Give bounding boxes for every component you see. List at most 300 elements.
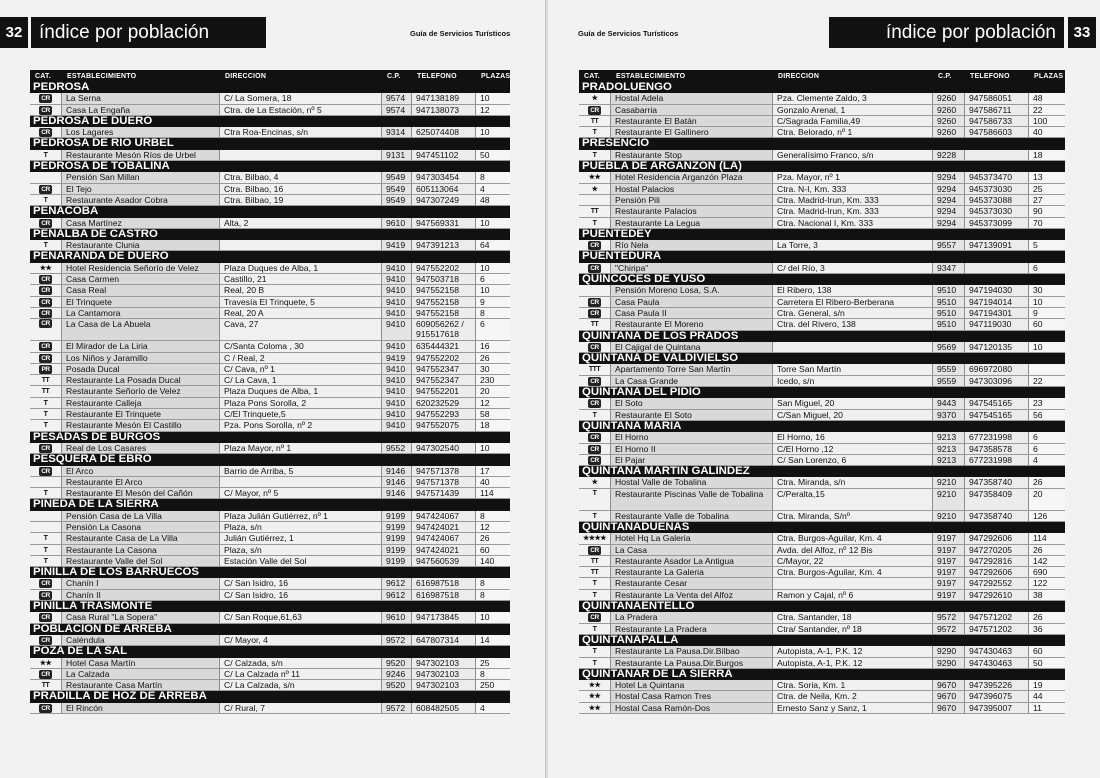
table-row	[579, 410, 1065, 421]
phone: 947302103	[412, 680, 476, 690]
table-row	[30, 556, 510, 567]
table-row	[579, 184, 1065, 195]
address: Travesía El Trinquete, 5	[220, 297, 382, 307]
address: C/San Miguel, 20	[773, 410, 933, 420]
category-icon	[579, 105, 611, 115]
capacity: 26	[476, 533, 510, 543]
town-heading: PESADAS DE BURGOS	[30, 432, 510, 443]
page-title: índice por población	[31, 17, 266, 48]
table-row	[30, 443, 510, 454]
table-row	[579, 150, 1065, 161]
establishment-name: Restaurante Casa de La Villa	[62, 533, 220, 543]
address	[220, 150, 382, 160]
postal-code: 9510	[933, 285, 965, 295]
col-establecimiento: ESTABLECIMIENTO	[616, 72, 686, 80]
table-row	[30, 612, 510, 623]
table-row	[30, 319, 510, 341]
category-icon: TT	[579, 206, 611, 216]
category-icon: ★	[579, 477, 611, 487]
category-icon: T	[30, 420, 62, 430]
town-heading: QUINTANA MARTIN GALINDEZ	[579, 466, 1065, 477]
category-icon: T	[579, 646, 611, 656]
capacity: 8	[476, 172, 510, 182]
capacity: 25	[1029, 184, 1065, 194]
table-row	[579, 556, 1065, 567]
postal-code: 9510	[933, 319, 965, 329]
category-icon	[579, 444, 611, 454]
table-body	[30, 82, 510, 714]
postal-code: 9410	[382, 285, 412, 295]
address: Ctra. Miranda, S/nº	[773, 511, 933, 521]
capacity: 114	[1029, 533, 1065, 543]
casa-rural-icon: CR	[41, 309, 50, 317]
category-icon: T	[579, 511, 611, 521]
capacity: 6	[1029, 444, 1065, 454]
casa-rural-icon: CR	[41, 276, 50, 284]
establishment-name: Casa Paula	[611, 297, 773, 307]
category-icon: T	[30, 240, 62, 250]
capacity: 114	[476, 488, 510, 498]
town-heading: PEDROSA DE TOBALINA	[30, 161, 510, 172]
town-heading: PEDROSA DE RIO URBEL	[30, 138, 510, 149]
capacity: 70	[1029, 218, 1065, 228]
category-icon: T	[30, 409, 62, 419]
phone: 947571202	[965, 624, 1029, 634]
postal-code: 9670	[933, 691, 965, 701]
phone: 616987518	[412, 578, 476, 588]
capacity: 22	[1029, 376, 1065, 386]
establishment-name: La Pradera	[611, 612, 773, 622]
capacity: 44	[1029, 691, 1065, 701]
postal-code: 9197	[933, 545, 965, 555]
town-heading: PESQUERA DE EBRO	[30, 454, 510, 465]
category-icon	[30, 341, 62, 351]
table-row	[30, 375, 510, 386]
town-heading: QUINTANADUEÑAS	[579, 522, 1065, 533]
phone: 625074408	[412, 127, 476, 137]
category-icon	[30, 590, 62, 600]
town-heading: QUINTANA MARIA	[579, 421, 1065, 432]
address: C/ Mayor, 4	[220, 635, 382, 645]
category-icon	[30, 466, 62, 476]
address: C/ San Roque,61,63	[220, 612, 382, 622]
town-heading: PUENTEDEY	[579, 229, 1065, 240]
category-icon	[579, 398, 611, 408]
town-heading: PEDROSA DE DUERO	[30, 116, 510, 127]
address: Generalísimo Franco, s/n	[773, 150, 933, 160]
capacity: 27	[1029, 195, 1065, 205]
category-icon: T	[30, 556, 62, 566]
address: La Torre, 3	[773, 240, 933, 250]
table-row	[30, 590, 510, 601]
phone: 947586733	[965, 116, 1029, 126]
address: C/Peralta,15	[773, 489, 933, 510]
capacity: 230	[476, 375, 510, 385]
category-icon: T	[579, 150, 611, 160]
address: Ernesto Sanz y Sanz, 1	[773, 703, 933, 713]
establishment-name: Casa Carmen	[62, 274, 220, 284]
casa-rural-icon: CR	[41, 129, 50, 137]
establishment-name: Casa Rural "La Sopera"	[62, 612, 220, 622]
table-row	[30, 184, 510, 195]
phone: 947270205	[965, 545, 1029, 555]
phone: 945373030	[965, 184, 1029, 194]
establishment-name: Hotel La Quintana	[611, 680, 773, 690]
casa-rural-icon: CR	[41, 95, 50, 103]
phone: 947358409	[965, 489, 1029, 510]
phone: 677231998	[965, 455, 1029, 465]
capacity: 250	[476, 680, 510, 690]
capacity: 19	[1029, 680, 1065, 690]
col-telefono: TELÉFONO	[970, 72, 1010, 80]
postal-code: 9410	[382, 364, 412, 374]
table-row	[30, 285, 510, 296]
phone: 947586711	[965, 105, 1029, 115]
postal-code: 9610	[382, 218, 412, 228]
address: C/ Rural, 7	[220, 703, 382, 713]
table-row	[579, 624, 1065, 635]
town-heading: QUINTANA DE LOS PRADOS	[579, 331, 1065, 342]
capacity: 8	[476, 590, 510, 600]
page-number: 33	[1068, 17, 1096, 48]
page-number: 32	[0, 17, 28, 48]
category-icon	[579, 342, 611, 352]
category-icon	[30, 635, 62, 645]
category-icon	[579, 376, 611, 386]
establishment-name: El Cajigal de Quintana	[611, 342, 773, 352]
address: Estación Valle del Sol	[220, 556, 382, 566]
postal-code: 9199	[382, 522, 412, 532]
postal-code: 9510	[933, 297, 965, 307]
phone: 947302103	[412, 669, 476, 679]
category-icon	[579, 195, 611, 205]
address: Pza. Mayor, nº 1	[773, 172, 933, 182]
phone: 947451102	[412, 150, 476, 160]
phone: 947396075	[965, 691, 1029, 701]
establishment-name: Restaurante Cesar	[611, 578, 773, 588]
table-row	[30, 635, 510, 646]
establishment-name: Restaurante La Pausa.Dir.Bilbao	[611, 646, 773, 656]
postal-code: 9199	[382, 533, 412, 543]
establishment-name: El Horno II	[611, 444, 773, 454]
postal-code: 9260	[933, 127, 965, 137]
establishment-name: El Tejo	[62, 184, 220, 194]
capacity: 6	[1029, 432, 1065, 442]
town-heading: PRESENCIO	[579, 138, 1065, 149]
postal-code: 9574	[382, 93, 412, 103]
address: Ctra. General, s/n	[773, 308, 933, 318]
postal-code: 9552	[382, 443, 412, 453]
address: Autopista, A-1, P.K. 12	[773, 646, 933, 656]
table-row	[579, 444, 1065, 455]
casa-rural-icon: CR	[41, 320, 50, 328]
phone: 947552158	[412, 308, 476, 318]
capacity: 13	[1029, 172, 1065, 182]
phone: 947430463	[965, 646, 1029, 656]
capacity: 17	[476, 466, 510, 476]
address: C/ La Cava, 1	[220, 375, 382, 385]
address: C/ Calzada, s/n	[220, 658, 382, 668]
category-icon	[30, 477, 62, 487]
postal-code: 9146	[382, 477, 412, 487]
phone: 947358578	[965, 444, 1029, 454]
casa-rural-icon: CR	[590, 309, 599, 317]
address: C/ San Isidro, 16	[220, 578, 382, 588]
category-icon: T	[579, 410, 611, 420]
postal-code: 9410	[382, 263, 412, 273]
address: Carretera El Ribero-Berberana	[773, 297, 933, 307]
postal-code: 9557	[933, 240, 965, 250]
phone: 947424021	[412, 545, 476, 555]
phone: 947194014	[965, 297, 1029, 307]
address: Torre San Martín	[773, 364, 933, 374]
category-icon	[30, 184, 62, 194]
capacity: 8	[476, 669, 510, 679]
establishment-name: El Soto	[611, 398, 773, 408]
establishment-name: Hotel Residencia Señorío de Velez	[62, 263, 220, 273]
postal-code: 9347	[933, 263, 965, 273]
establishment-name: Apartamento Torre San Martín	[611, 364, 773, 374]
town-heading: QUINCOCES DE YUSO	[579, 274, 1065, 285]
postal-code: 9197	[933, 578, 965, 588]
phone: 947545165	[965, 410, 1029, 420]
capacity: 142	[1029, 556, 1065, 566]
establishment-name: El Rincón	[62, 703, 220, 713]
establishment-name: Pensión La Casona	[62, 522, 220, 532]
category-icon: T	[579, 578, 611, 588]
town-heading: QUINTANA DEL PIDIO	[579, 387, 1065, 398]
category-icon: TTT	[579, 364, 611, 374]
category-icon	[30, 703, 62, 713]
address: Ctra. de Neila, Km. 2	[773, 691, 933, 701]
establishment-name: Restaurante Clunia	[62, 240, 220, 250]
establishment-name: Posada Ducal	[62, 364, 220, 374]
casa-rural-icon: CR	[41, 298, 50, 306]
table-row	[579, 511, 1065, 522]
capacity: 60	[1029, 646, 1065, 656]
postal-code: 9199	[382, 556, 412, 566]
capacity: 30	[1029, 285, 1065, 295]
right-page-header	[548, 17, 1100, 48]
category-icon	[30, 285, 62, 295]
establishment-name: Restaurante La Casona	[62, 545, 220, 555]
address: Plaza Mayor, nº 1	[220, 443, 382, 453]
capacity: 12	[476, 522, 510, 532]
guide-title: Guía de Servicios Turísticos	[578, 29, 679, 38]
establishment-name: La Calzada	[62, 669, 220, 679]
table-row	[30, 353, 510, 364]
postal-code: 9410	[382, 274, 412, 284]
establishment-name: Restaurante El Soto	[611, 410, 773, 420]
postal-code: 9260	[933, 105, 965, 115]
establishment-name: Restaurante La Posada Ducal	[62, 375, 220, 385]
table-row	[579, 533, 1065, 544]
capacity: 20	[476, 386, 510, 396]
postal-code: 9520	[382, 680, 412, 690]
capacity: 50	[1029, 658, 1065, 668]
postal-code: 9559	[933, 376, 965, 386]
phone: 947302540	[412, 443, 476, 453]
postal-code: 9146	[382, 488, 412, 498]
col-plazas: PLAZAS	[481, 72, 510, 80]
establishment-name: Restaurante La Venta del Alfoz	[611, 590, 773, 600]
table-row	[30, 545, 510, 556]
phone: 947552202	[412, 353, 476, 363]
category-icon: ★★	[30, 658, 62, 668]
address: Ramon y Cajal, nº 6	[773, 590, 933, 600]
casa-rural-icon: CR	[590, 456, 599, 464]
phone: 947586051	[965, 93, 1029, 103]
postal-code: 9131	[382, 150, 412, 160]
town-heading: PRADOLUENGO	[579, 82, 1065, 93]
postal-code: 9572	[933, 612, 965, 622]
table-row	[30, 488, 510, 499]
table-row	[30, 533, 510, 544]
capacity: 90	[1029, 206, 1065, 216]
category-icon: ★★	[579, 703, 611, 713]
postal-code: 9199	[382, 545, 412, 555]
phone: 647807314	[412, 635, 476, 645]
table-row	[579, 195, 1065, 206]
establishment-name: El Pajar	[611, 455, 773, 465]
postal-code: 9260	[933, 93, 965, 103]
establishment-name: Restaurante El Gallinero	[611, 127, 773, 137]
casa-rural-icon: CR	[590, 614, 599, 622]
phone: 945373030	[965, 206, 1029, 216]
postal-code: 9197	[933, 567, 965, 577]
table-row	[30, 308, 510, 319]
category-icon	[579, 612, 611, 622]
table-row	[579, 285, 1065, 296]
phone: 947552075	[412, 420, 476, 430]
establishment-name: Restaurante Palacios	[611, 206, 773, 216]
postal-code: 9228	[933, 150, 965, 160]
left-directory-table	[30, 70, 510, 714]
town-heading: QUINTANA DE VALDIVIELSO	[579, 353, 1065, 364]
category-icon: T	[579, 489, 611, 510]
postal-code: 9410	[382, 420, 412, 430]
postal-code: 9443	[933, 398, 965, 408]
category-icon	[579, 308, 611, 318]
establishment-name: Restaurante La Pausa.Dir.Burgos	[611, 658, 773, 668]
address: C/ Cava, nº 1	[220, 364, 382, 374]
table-row	[579, 680, 1065, 691]
table-row	[579, 172, 1065, 183]
address: C/Santa Coloma , 30	[220, 341, 382, 351]
establishment-name: Restaurante Mesón El Castillo	[62, 420, 220, 430]
postal-code: 9549	[382, 184, 412, 194]
phone: 947503718	[412, 274, 476, 284]
category-icon: TT	[579, 319, 611, 329]
col-plazas: PLAZAS	[1034, 72, 1064, 80]
phone: 947302103	[412, 658, 476, 668]
phone: 947552347	[412, 375, 476, 385]
phone: 947358740	[965, 511, 1029, 521]
category-icon: TT	[579, 567, 611, 577]
establishment-name: Real de Los Casares	[62, 443, 220, 453]
category-icon: T	[30, 488, 62, 498]
casa-rural-icon: CR	[590, 546, 599, 554]
table-row	[579, 319, 1065, 330]
address: Pza. Clemente Zaldo, 3	[773, 93, 933, 103]
capacity: 40	[1029, 127, 1065, 137]
right-page	[548, 0, 1100, 778]
table-row	[30, 578, 510, 589]
establishment-name: La Cantamora	[62, 308, 220, 318]
address: El Ribero, 138	[773, 285, 933, 295]
category-icon: ★★★★	[579, 533, 611, 543]
category-icon	[30, 612, 62, 622]
town-heading: PUEBLA DE ARGANZÓN (LA)	[579, 161, 1065, 172]
category-icon: TT	[30, 386, 62, 396]
establishment-name: Restaurante La Pradera	[611, 624, 773, 634]
category-icon	[30, 578, 62, 588]
table-row	[30, 105, 510, 116]
postal-code: 9197	[933, 556, 965, 566]
address: Alta, 2	[220, 218, 382, 228]
address: Real, 20 A	[220, 308, 382, 318]
phone: 620232529	[412, 398, 476, 408]
category-icon	[30, 353, 62, 363]
table-row	[30, 274, 510, 285]
capacity: 100	[1029, 116, 1065, 126]
establishment-name: Restaurante Valle del Sol	[62, 556, 220, 566]
capacity: 12	[476, 105, 510, 115]
table-row	[579, 105, 1065, 116]
capacity: 58	[476, 409, 510, 419]
address: San Miguel, 20	[773, 398, 933, 408]
phone: 947307249	[412, 195, 476, 205]
category-icon: ★	[579, 184, 611, 194]
table-row	[579, 590, 1065, 601]
capacity: 26	[1029, 545, 1065, 555]
table-row	[30, 466, 510, 477]
phone: 947552158	[412, 297, 476, 307]
category-icon: ★★	[579, 680, 611, 690]
category-icon	[30, 93, 62, 103]
table-row	[579, 578, 1065, 589]
table-row	[579, 703, 1065, 714]
address: Ctra Roa-Encinas, s/n	[220, 127, 382, 137]
category-icon	[579, 263, 611, 273]
capacity: 18	[1029, 150, 1065, 160]
establishment-name: Restaurante La Legua	[611, 218, 773, 228]
phone: 947395226	[965, 680, 1029, 690]
category-icon: TT	[579, 116, 611, 126]
address: Avda. del Alfoz, nº 12 Bis	[773, 545, 933, 555]
category-icon	[30, 308, 62, 318]
establishment-name: "Chiripa"	[611, 263, 773, 273]
phone: 947571378	[412, 477, 476, 487]
casa-rural-icon: CR	[41, 614, 50, 622]
casa-rural-icon: CR	[41, 591, 50, 599]
category-icon: T	[579, 658, 611, 668]
table-row	[30, 240, 510, 251]
establishment-name: El Trinquete	[62, 297, 220, 307]
casa-rural-icon: CR	[41, 670, 50, 678]
address: Ctra. Bilbao, 16	[220, 184, 382, 194]
capacity: 36	[1029, 624, 1065, 634]
casa-rural-icon: CR	[41, 287, 50, 295]
phone: 947303096	[965, 376, 1029, 386]
table-body	[579, 82, 1065, 714]
town-heading: PEÑARANDA DE DUERO	[30, 251, 510, 262]
table-row	[579, 127, 1065, 138]
postal-code: 9294	[933, 206, 965, 216]
phone: 947139091	[965, 240, 1029, 250]
left-page-header	[0, 17, 546, 48]
table-row	[579, 612, 1065, 623]
